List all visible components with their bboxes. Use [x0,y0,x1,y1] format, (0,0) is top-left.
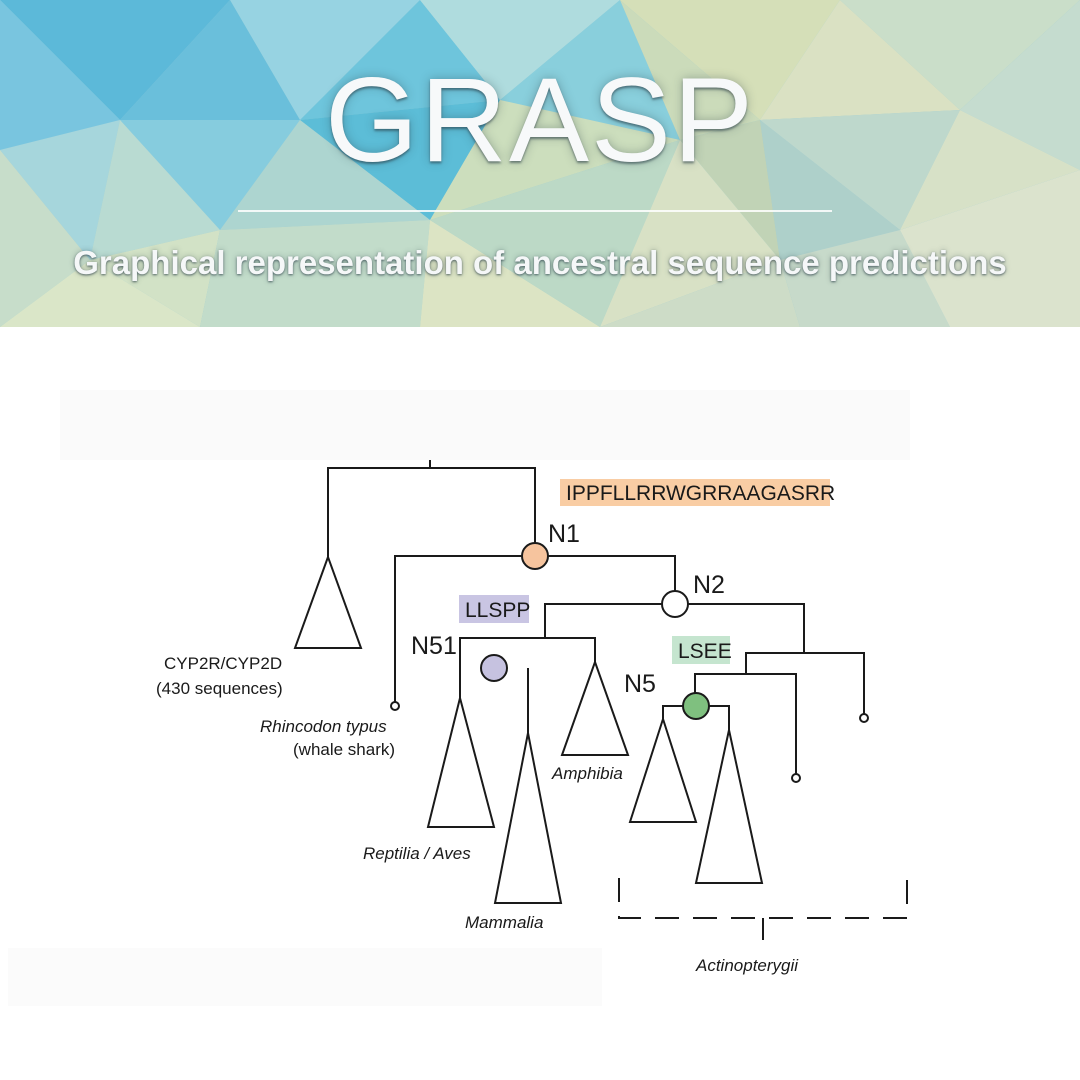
svg-text:LSEE: LSEE [678,640,732,663]
node-n2 [662,591,688,617]
clade-triangle-cyp2r-cyp2d [295,557,361,648]
clade-triangle-amphibia [562,662,628,755]
banner-subtitle: Graphical representation of ancestral sequence predictions [73,244,1007,281]
label-cyp2r-cyp2d: CYP2R/CYP2D [164,654,283,673]
node-n1 [522,543,548,569]
clade-triangle-reptilia-aves [428,698,494,827]
node-n5 [683,693,709,719]
leaf-rhincodon-tip [391,702,399,710]
node-label-n2: N2 [693,571,725,599]
n5-parent-branch [695,674,796,775]
svg-text:IPPFLLRRWGRRAAGASRR: IPPFLLRRWGRRAAGASRR [566,482,836,505]
label-amphibia: Amphibia [552,764,623,783]
actinopterygii-branch [746,653,864,715]
node-n51 [481,655,507,681]
sequence-tag-n51 [459,595,530,623]
sequence-tag-n5 [672,636,732,664]
sequence-tag-n1 [560,479,835,506]
label-mammalia: Mammalia [465,913,544,932]
label-rhincodon: Rhincodon typus [260,717,387,736]
clade-triangle-mammalia [495,733,561,903]
leaf-tip-middle [792,774,800,782]
node-label-n1: N1 [548,520,580,548]
label-actinopterygii: Actinopterygii [696,956,799,975]
root-branch [328,468,535,557]
leaf-tip-right [860,714,868,722]
banner-title: GRASP [324,53,756,187]
node-label-n5: N5 [624,670,656,698]
node-label-n51: N51 [411,632,457,660]
clade-triangle-fish-2 [696,730,762,883]
clade-triangle-fish-1 [630,719,696,822]
label-reptilia-aves: Reptilia / Aves [363,844,471,863]
svg-text:LLSPP: LLSPP [465,599,531,622]
label-whale-shark: (whale shark) [293,740,396,759]
label-cyp-count: (430 sequences) [156,679,283,698]
